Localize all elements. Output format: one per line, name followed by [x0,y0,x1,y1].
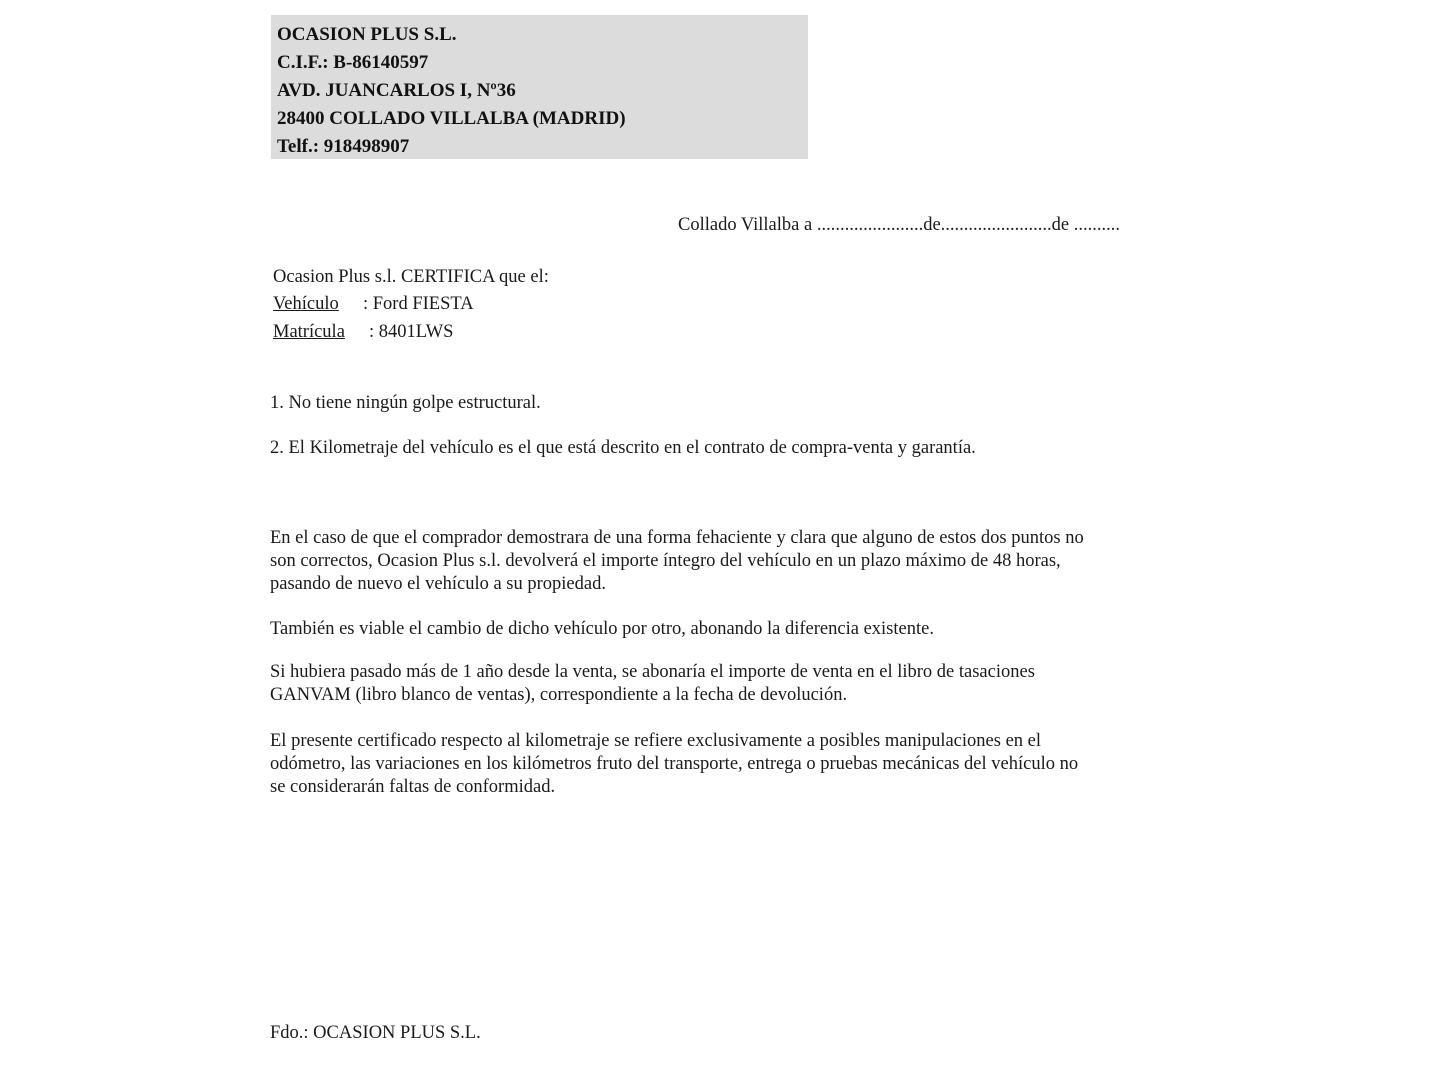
company-address: AVD. JUANCARLOS I, Nº36 [277,80,516,101]
paragraph-line: son correctos, Ocasion Plus s.l. devolverá el importe íntegro del vehículo en un plazo máximo de 48 horas, [270,551,1061,571]
certification-intro: Ocasion Plus s.l. CERTIFICA que el: [273,267,549,287]
vehicle-field [273,293,474,315]
company-city: 28400 COLLADO VILLALBA (MADRID) [277,108,626,129]
company-name: OCASION PLUS S.L. [277,24,457,45]
company-cif: C.I.F.: B-86140597 [277,52,429,73]
plate-field [273,321,453,343]
point-1: 1. No tiene ningún golpe estructural. [270,393,541,413]
vehicle-value: : Ford FIESTA [363,294,474,314]
paragraph-odometer [270,730,1170,799]
plate-label: Matrícula [273,322,345,342]
paragraph-ganvam [270,661,1170,707]
vehicle-label: Vehículo [273,294,339,314]
paragraph-line: Si hubiera pasado más de 1 año desde la venta, se abonaría el importe de venta en el libro de tasaciones [270,662,1035,682]
paragraph-refund [270,527,1170,596]
paragraph-line: El presente certificado respecto al kilometraje se refiere exclusivamente a posibles manipulaciones en el [270,731,1042,751]
paragraph-line: odómetro, las variaciones en los kilómetros fruto del transporte, entrega o pruebas mecánicas del vehículo no [270,754,1079,774]
company-phone: Telf.: 918498907 [277,136,410,157]
plate-value: : 8401LWS [369,322,454,342]
paragraph-exchange [270,618,1170,641]
company-header-box [271,15,808,159]
paragraph-line: En el caso de que el comprador demostrara de una forma fehaciente y clara que alguno de estos dos puntos no [270,528,1084,548]
date-line: Collado Villalba a .......................de........................de .......... [678,215,1120,235]
signature-line: Fdo.: OCASION PLUS S.L. [270,1023,481,1043]
paragraph-line: GANVAM (libro blanco de ventas), correspondiente a la fecha de devolución. [270,685,848,705]
paragraph-line: También es viable el cambio de dicho vehículo por otro, abonando la diferencia existente. [270,619,934,639]
paragraph-line: pasando de nuevo el vehículo a su propiedad. [270,574,606,594]
point-2: 2. El Kilometraje del vehículo es el que está descrito en el contrato de compra-venta y garantía. [270,438,976,458]
paragraph-line: se considerarán faltas de conformidad. [270,777,556,797]
